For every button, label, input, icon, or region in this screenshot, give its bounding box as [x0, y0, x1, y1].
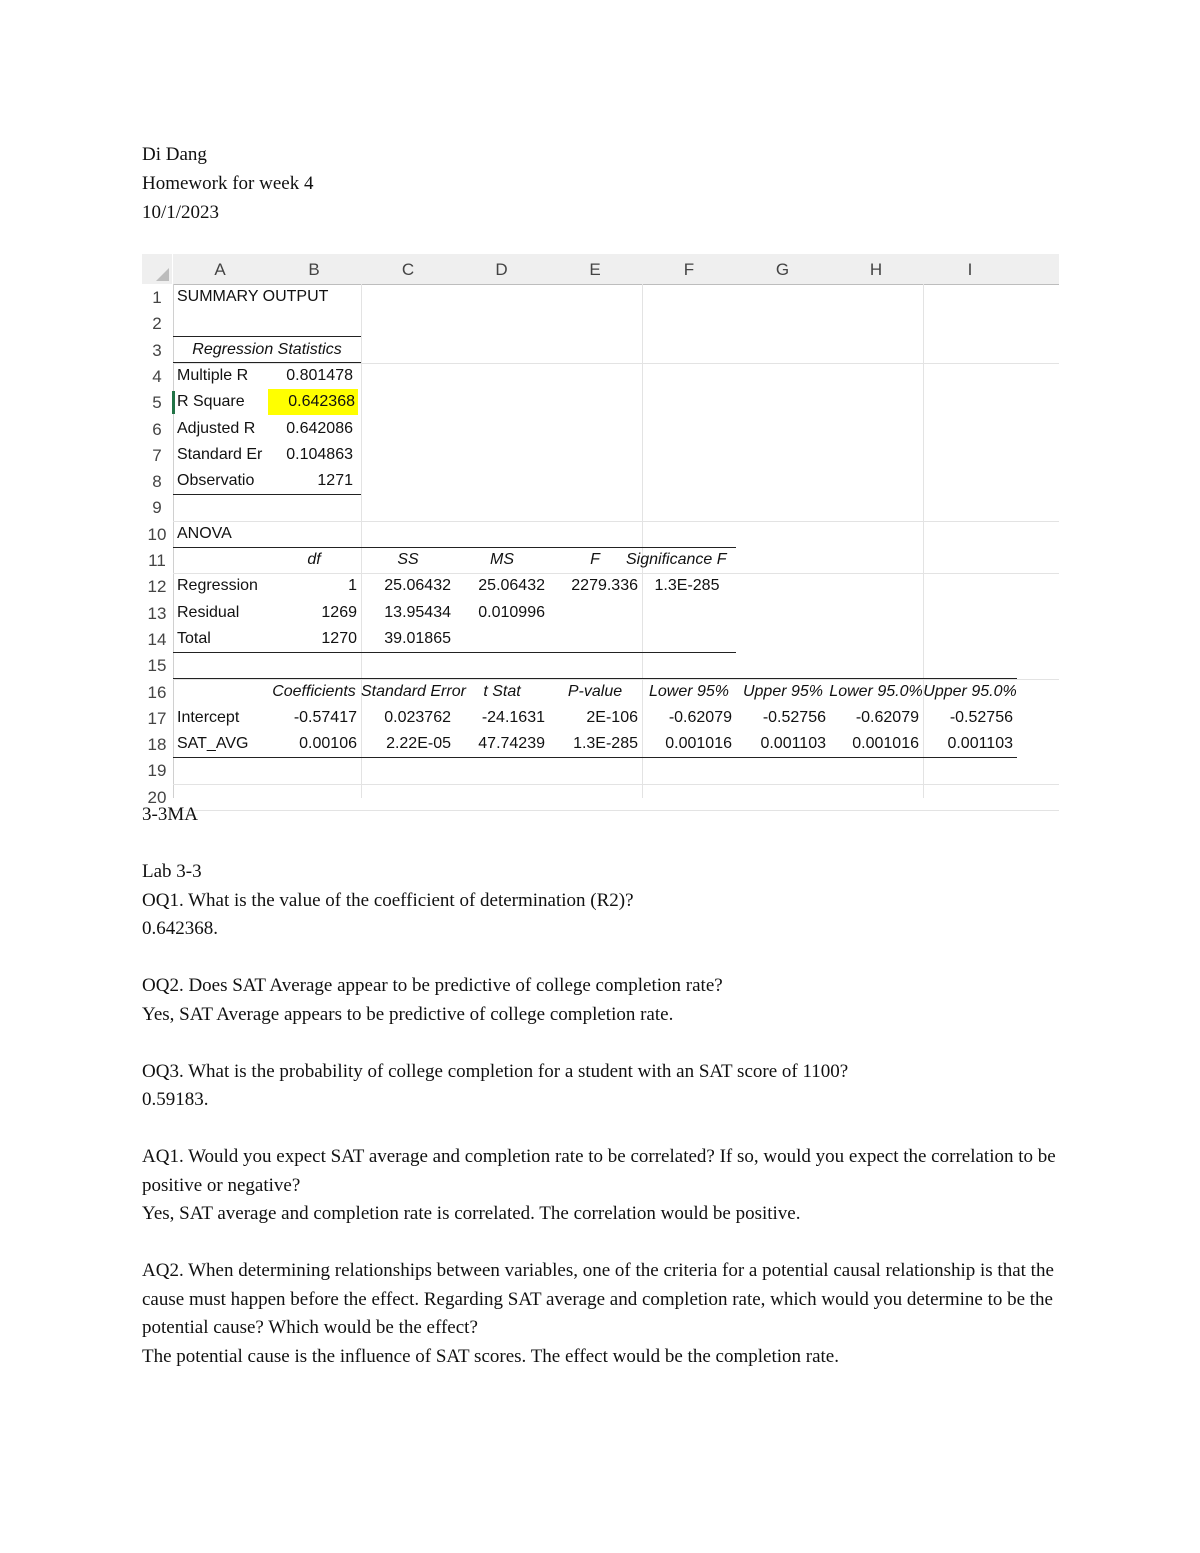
column-header[interactable]: I — [923, 254, 1017, 285]
cell-stat-value[interactable]: 0.642368 — [268, 389, 358, 415]
row-header[interactable]: 18 — [147, 735, 167, 755]
cell-stat-value[interactable]: 0.104863 — [286, 445, 353, 463]
row-header[interactable]: 7 — [152, 445, 162, 465]
answer-aq1: Yes, SAT average and completion rate is correlated. The correlation would be positive. — [142, 1203, 801, 1224]
row-header[interactable]: 13 — [147, 603, 167, 623]
author-name: Di Dang — [142, 144, 207, 165]
cell-coef-header[interactable]: P-value — [567, 682, 623, 700]
cell-anova-value[interactable]: 13.95434 — [384, 603, 451, 621]
row-header[interactable]: 8 — [152, 472, 162, 492]
question-oq2: OQ2. Does SAT Average appear to be predictive of college completion rate? — [142, 975, 723, 996]
cell-anova-value[interactable]: 25.06432 — [384, 577, 451, 595]
row-header[interactable]: 12 — [147, 577, 167, 597]
cell-coef-label[interactable]: SAT_AVG — [177, 735, 249, 753]
cell-coef-value[interactable]: 2.22E-05 — [386, 735, 451, 753]
row-header[interactable]: 5 — [152, 393, 162, 413]
cell-anova-header[interactable]: df — [307, 551, 321, 568]
cell-anova-header[interactable]: MS — [490, 551, 514, 568]
cell-coef-header[interactable]: Upper 95.0% — [923, 682, 1017, 700]
cell-stat-value[interactable]: 0.642086 — [286, 419, 353, 437]
row-header[interactable]: 9 — [152, 498, 162, 518]
cell-coef-value[interactable]: 0.001016 — [665, 735, 732, 753]
column-header[interactable]: H — [829, 254, 923, 285]
question-oq1: OQ1. What is the value of the coefficient of determination (R2)? — [142, 889, 634, 911]
cell-anova-value[interactable] — [642, 600, 732, 626]
cell-anova-value[interactable] — [455, 626, 549, 652]
row-header[interactable]: 10 — [147, 524, 167, 544]
cell-coef-value[interactable]: -24.1631 — [481, 708, 545, 726]
cell-anova-title[interactable]: ANOVA — [177, 524, 232, 542]
question-oq3: OQ3. What is the probability of college completion for a student with an SAT score of 1100? — [142, 1060, 849, 1082]
cell-coef-value[interactable]: 0.023762 — [384, 708, 451, 726]
cell-coef-value[interactable]: 0.00106 — [299, 735, 357, 753]
regression-output-screenshot — [142, 254, 1059, 807]
cell-anova-header[interactable]: Significance F — [626, 551, 727, 568]
cell-coef-value[interactable]: 1.3E-285 — [573, 735, 638, 753]
cell-coef-header[interactable]: Lower 95.0% — [829, 682, 923, 700]
cell-anova-value[interactable] — [548, 600, 642, 626]
row-header[interactable]: 2 — [152, 314, 162, 334]
active-row-indicator — [172, 391, 175, 414]
cell-stat-label[interactable]: Standard Er — [177, 445, 263, 463]
row-header[interactable]: 1 — [152, 288, 162, 307]
cell-anova-value[interactable] — [548, 626, 642, 652]
row-header[interactable]: 20 — [147, 787, 167, 807]
row-header[interactable]: 14 — [147, 629, 167, 649]
cell-coef-value[interactable]: 47.74239 — [478, 735, 545, 753]
row-header[interactable]: 16 — [147, 682, 167, 702]
row-header[interactable]: 11 — [148, 551, 166, 570]
cell-coef-value[interactable]: 0.001016 — [852, 735, 919, 753]
cell-anova-label[interactable]: Residual — [177, 603, 240, 621]
cell-coef-value[interactable]: -0.57417 — [293, 708, 357, 726]
cell-anova-header[interactable]: F — [590, 551, 600, 568]
cell-anova-header[interactable]: SS — [397, 551, 419, 568]
column-header[interactable]: C — [361, 254, 455, 285]
cell-anova-value[interactable] — [642, 626, 732, 652]
cell-anova-value[interactable]: 2279.336 — [571, 577, 638, 595]
cell-coef-header[interactable]: t Stat — [483, 682, 521, 700]
document-header — [142, 140, 313, 227]
row-header[interactable]: 19 — [147, 761, 167, 781]
cell-coef-value[interactable]: -0.52756 — [762, 708, 826, 726]
row-header[interactable]: 17 — [147, 708, 167, 728]
cell-regression-stats-title[interactable]: Regression Statistics — [192, 340, 342, 358]
cell-anova-label[interactable]: Total — [177, 629, 211, 647]
gridline — [173, 784, 1059, 785]
column-header[interactable]: D — [455, 254, 548, 285]
cell-coef-value[interactable]: -0.52756 — [949, 708, 1013, 726]
column-header[interactable]: B — [267, 254, 361, 285]
cell-coef-header[interactable]: Standard Error — [361, 682, 466, 700]
column-header[interactable]: G — [736, 254, 829, 285]
answer-oq2: Yes, SAT Average appears to be predictive of college completion rate. — [142, 1003, 674, 1025]
answer-aq2: The potential cause is the influence of SAT scores. The effect would be the completion rate. — [142, 1345, 839, 1367]
cell-anova-value[interactable]: 25.06432 — [478, 577, 545, 595]
cell-coef-label[interactable]: Intercept — [177, 708, 240, 726]
answer-oq3: 0.59183. — [142, 1089, 209, 1110]
cell-stat-label[interactable]: Multiple R — [177, 366, 249, 384]
cell-stat-label[interactable]: Adjusted R — [177, 419, 256, 437]
cell-stat-label[interactable]: R Square — [177, 393, 245, 411]
cell-anova-value[interactable]: 1270 — [321, 629, 357, 647]
cell-anova-value[interactable]: 39.01865 — [384, 629, 451, 647]
column-header[interactable]: A — [173, 254, 267, 285]
question-aq2: AQ2. When determining relationships between variables, one of the criteria for a potential causal relationship is that the cause must happen before the effect. Regarding SAT average and completion rate, which would you determine to be the potential cause? Which would be the effect? — [142, 1260, 1054, 1338]
cell-anova-value[interactable]: 1269 — [321, 603, 357, 621]
cell-coef-value[interactable]: -0.62079 — [668, 708, 732, 726]
question-aq1: AQ1. Would you expect SAT average and completion rate to be correlated? If so, would you expect the correlation to be positive or negative? — [142, 1146, 1056, 1196]
select-all-corner[interactable] — [142, 254, 172, 285]
cell-coef-header[interactable]: Upper 95% — [742, 682, 824, 700]
cell-anova-label[interactable]: Regression — [177, 577, 258, 595]
cell-coef-value[interactable]: 2E-106 — [586, 708, 638, 726]
cell-coef-value[interactable]: -0.62079 — [855, 708, 919, 726]
row-header[interactable]: 4 — [152, 366, 162, 386]
section-code: 3-3MA — [142, 804, 198, 825]
column-header[interactable]: F — [642, 254, 736, 285]
column-header[interactable]: E — [548, 254, 642, 285]
cell-summary-title[interactable]: SUMMARY OUTPUT — [177, 288, 329, 305]
cell-coef-header[interactable]: Coefficients — [272, 682, 356, 700]
cell-stat-value[interactable]: 1271 — [317, 472, 353, 490]
cell-coef-value[interactable]: 0.001103 — [760, 735, 826, 753]
cell-stat-label[interactable]: Observatio — [177, 472, 255, 490]
cell-coef-value[interactable]: 0.001103 — [947, 735, 1013, 753]
answers-section — [142, 801, 1062, 1371]
cell-anova-value[interactable]: 1.3E-285 — [654, 577, 720, 595]
row-header[interactable]: 15 — [147, 656, 167, 676]
cell-anova-value[interactable]: 0.010996 — [478, 603, 545, 621]
row-header[interactable]: 3 — [152, 340, 162, 360]
assignment-title: Homework for week 4 — [142, 173, 314, 194]
column-header-overflow — [1017, 254, 1059, 285]
cell-coef-header[interactable]: Lower 95% — [648, 682, 730, 700]
row-header[interactable]: 6 — [152, 419, 162, 439]
answer-oq1: 0.642368. — [142, 918, 218, 939]
cell-stat-value[interactable]: 0.801478 — [286, 366, 353, 384]
lab-title: Lab 3-3 — [142, 861, 202, 882]
document-date: 10/1/2023 — [142, 202, 220, 223]
cell-anova-value[interactable]: 1 — [348, 577, 357, 595]
